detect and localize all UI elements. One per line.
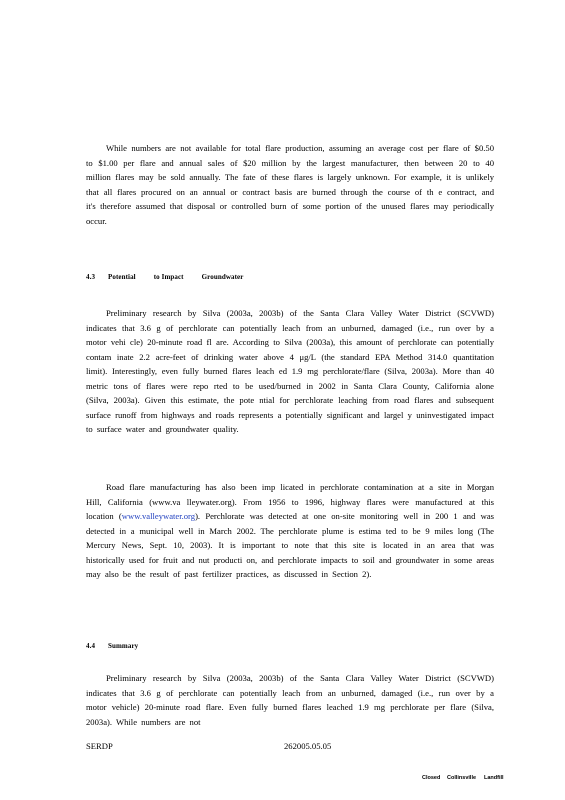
paragraph-morgan-hill — [86, 480, 494, 582]
section-heading-4-4 — [86, 642, 138, 650]
heading-word: Groundwater — [201, 273, 244, 281]
paragraph-preliminary-research — [86, 306, 494, 437]
paragraph-text: ). Perchlorate was detected at one on-site monitoring well in 200 1 and was detected in a municipal well in March 2002. The perchlorate plume is estima ted to be 9 miles long (The Mercury News, Sept. 10, 2003). It is important to note that this site is located in an area that was historically used for fruit and nut producti on, and perchlorate impacts to soil and groundwater in some areas may also be the result of past fertilizer practices, as discussed in Section 2). — [86, 511, 494, 579]
heading-word: to Impact — [153, 273, 184, 281]
paragraph-text: Preliminary research by Silva (2003a, 2003b) of the Santa Clara Valley Water District (SCVWD) indicates that 3.6 g of perchlorate can potentially leach from an unburned, damaged (i.e., run over by a motor vehi cle) 20-minute road fl are. According to Silva (2003a), this amount of perchlorate can potentially contam inate 2.2 acre-feet of drinking water above 4 μg/L (the standard EPA Method 314.0 quantitation limit). Interestingly, even fully burned flares leach ed 1.9 mg perchlorate/flare (Silva, 2003a). More than 40 metric tons of flares were repo rted to be used/burned in 2002 in Santa Clara County, California alone (Silva, 2003a). Given this estimate, the pote ntial for perchlorate leaching from road flares and subsequent surface runoff from highways and roads represents a potentially significant and largel y uninvestigated impact to surface water and groundwater quality. — [86, 308, 494, 434]
corner-word: Landfill — [484, 775, 504, 781]
footer-left: SERDP — [86, 741, 113, 751]
valleywater-link[interactable]: www.valleywater.org — [121, 511, 196, 521]
heading-word: Potential — [108, 273, 136, 281]
section-heading-4-3 — [86, 273, 243, 281]
section-number: 4.4 — [86, 642, 96, 650]
corner-word: Collinsville — [447, 775, 477, 781]
paragraph-summary — [86, 671, 494, 729]
paragraph-text: Preliminary research by Silva (2003a, 2003b) of the Santa Clara Valley Water District (SCVWD) indicates that 3.6 g of perchlorate can potentially leach from an unburned, damaged (i.e., run over by a motor vehicle) 20-minute road flare. Even fully burned flares leached 1.9 mg perchlorate per flare (Silva, 2003a). While numbers are not — [86, 673, 494, 727]
corner-word: Closed — [422, 775, 441, 781]
paragraph-flare-production — [86, 141, 494, 228]
paragraph-text: Road flare manufacturing has also been imp licated in perchlorate contamination at a site in Morgan Hill, California (www.va lleywater.org). From 1956 to 1996, highway flares were manufactured at this location ( — [86, 482, 494, 521]
section-number: 4.3 — [86, 273, 96, 281]
heading-title: Summary — [108, 642, 139, 650]
paragraph-text: While numbers are not available for total flare production, assuming an average cost per flare of $0.50 to $1.00 per flare and annual sales of $20 million by the largest manufacturer, then between 20 to 40 million flares may be sold annually. The fate of these flares is largely unknown. For example, it is unlikely that all flares procured on an annual or contract basis are burned through the course of th e contract, and it's therefore assumed that disposal or controlled burn of some portion of the unused flares may periodically occur. — [86, 143, 494, 226]
footer-center: 262005.05.05 — [284, 741, 332, 751]
